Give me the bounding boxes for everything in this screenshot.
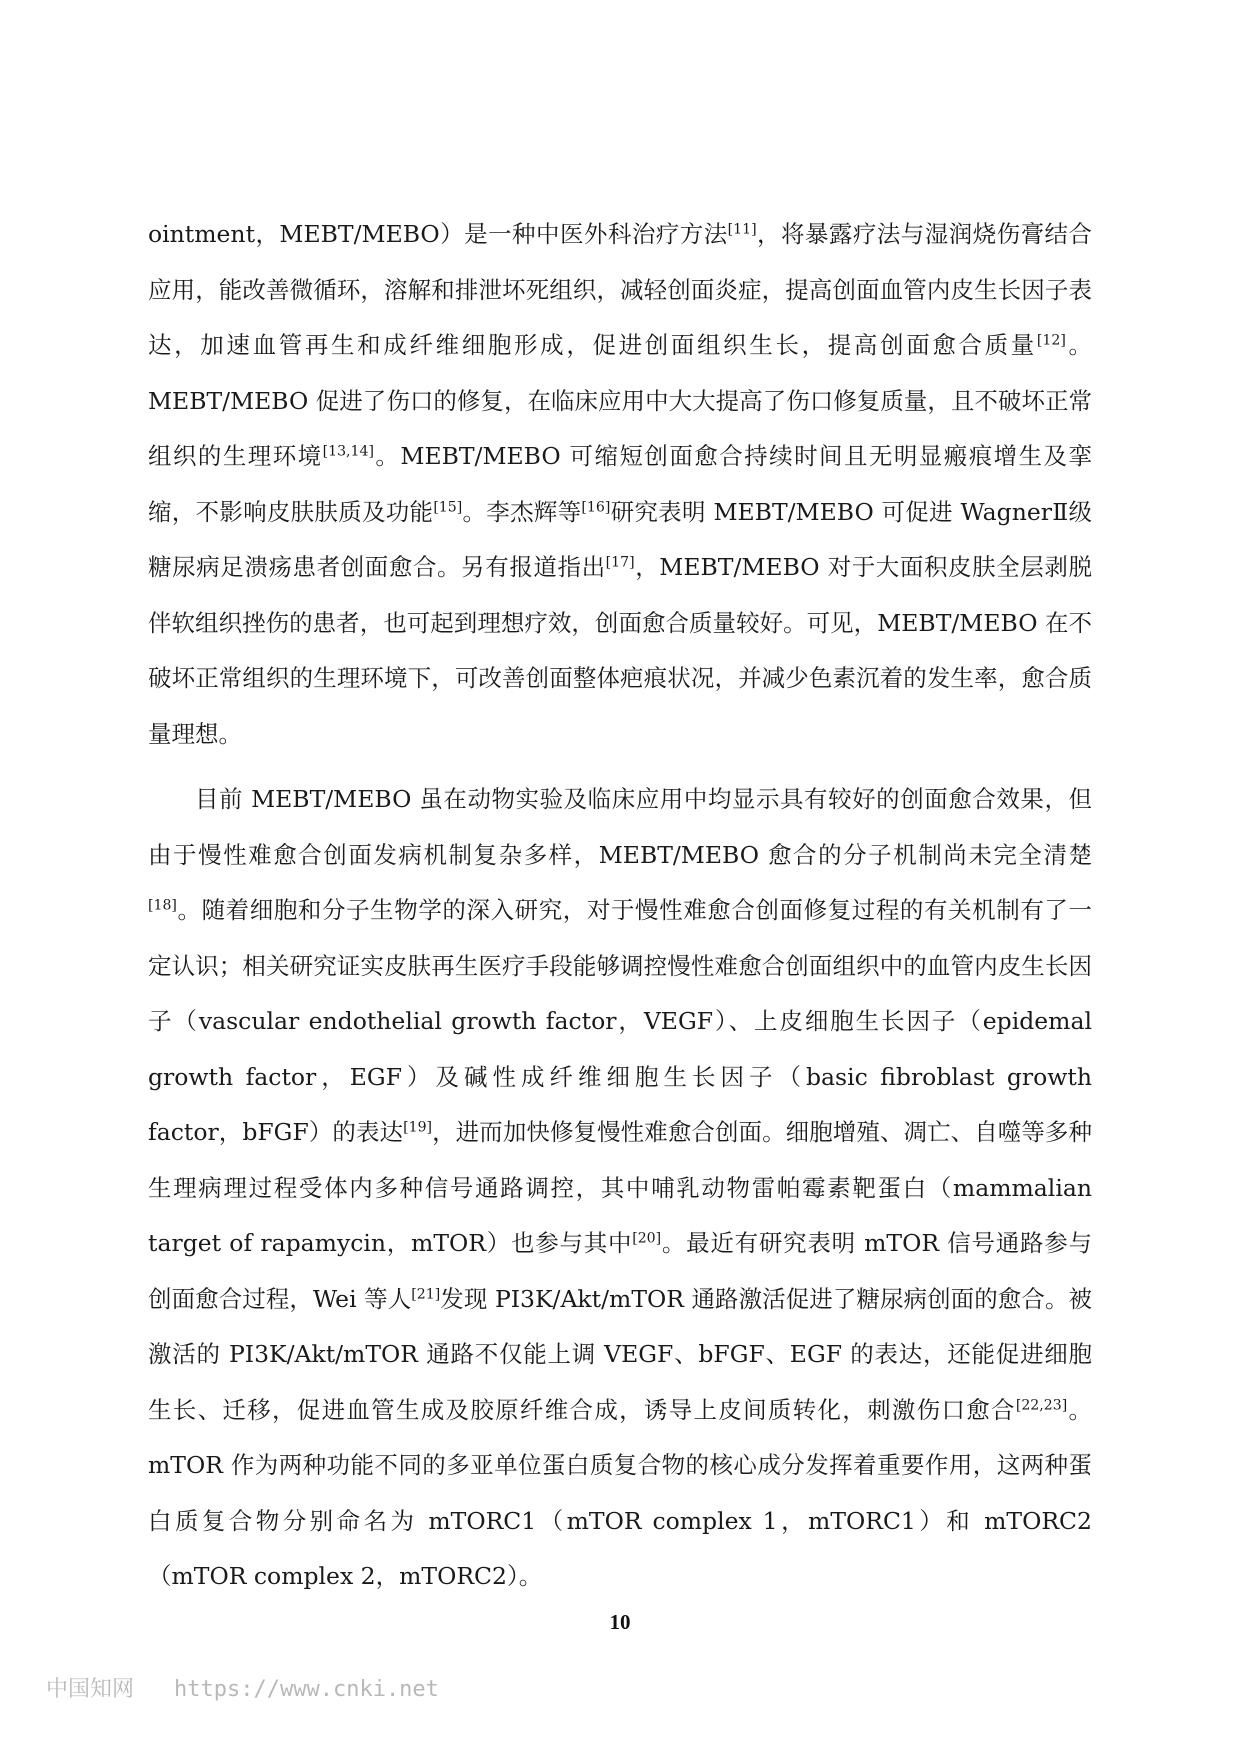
citation-ref: [21]	[411, 1286, 441, 1303]
text-run: ，将暴露疗法与湿润烧伤膏结合应用，能改善微循环，溶解和排泄坏死组织，减轻创面炎症，提高创面血管内皮生长因子表达，加速血管再生和成纤维细胞形成，促进创面组织生长，提高创面愈合质量	[148, 220, 1093, 359]
text-run: 。MEBT/MEBO 促进了伤口的修复，在临床应用中大大提高了伤口修复质量，且不破坏正常组织的生理环境	[148, 331, 1093, 470]
watermark-brand: 中国知网	[46, 1677, 135, 1702]
cnki-watermark	[46, 1672, 439, 1703]
page-number: 10	[609, 1610, 631, 1634]
citation-ref: [16]	[581, 499, 611, 516]
citation-ref: [12]	[1036, 332, 1066, 349]
text-run: 目前 MEBT/MEBO 虽在动物实验及临床应用中均显示具有较好的创面愈合效果，但由于慢性难愈合创面发病机制复杂多样，MEBT/MEBO 愈合的分子机制尚未完全清楚	[148, 785, 1092, 869]
citation-ref: [13,14]	[322, 443, 374, 460]
text-run: 研究表明 MEBT/MEBO 可促进 WagnerⅡ级糖尿病足溃疡患者创面愈合。另有报道指出	[148, 497, 1093, 581]
text-run: ointment，MEBT/MEBO）是一种中医外科治疗方法	[148, 220, 728, 248]
citation-ref: [17]	[605, 554, 635, 571]
body-text	[148, 207, 1092, 1605]
watermark-url: https://www.cnki.net	[174, 1677, 439, 1702]
text-run: 。mTOR 作为两种功能不同的多亚单位蛋白质复合物的核心成分发挥着重要作用，这两种蛋白质复合物分别命名为 mTORC1（mTOR complex 1，mTORC1）和 mTORC2（mTOR complex 2，mTORC2）。	[148, 1395, 1092, 1590]
citation-ref: [22,23]	[1015, 1397, 1068, 1414]
text-run: 。随着细胞和分子生物学的深入研究，对于慢性难愈合创面修复过程的有关机制有了一定认识；相关研究证实皮肤再生医疗手段能够调控慢性难愈合创面组织中的血管内皮生长因子（vascular endothelial growth factor，VEGF）、上皮细胞生长因子（epidemal growth factor，EGF）及碱性成纤维细胞生长因子（basic fibroblast growth factor，bFGF）的表达	[148, 896, 1092, 1146]
citation-ref: [11]	[727, 221, 757, 238]
text-run: 。最近有研究表明 mTOR 信号通路参与创面愈合过程，Wei 等人	[148, 1229, 1092, 1313]
citation-ref: [15]	[433, 499, 463, 516]
text-run: 。李杰辉等	[462, 497, 582, 526]
citation-ref: [19]	[403, 1119, 433, 1136]
citation-ref: [18]	[148, 897, 177, 914]
citation-ref: [20]	[632, 1230, 662, 1247]
paragraph	[148, 207, 1092, 762]
text-run: 。MEBT/MEBO 可缩短创面愈合持续时间且无明显瘢痕增生及挛缩，不影响皮肤肤质及功能	[148, 442, 1092, 526]
text-run: 发现 PI3K/Akt/mTOR 通路激活促进了糖尿病创面的愈合。被激活的 PI3K/Akt/mTOR 通路不仅能上调 VEGF、bFGF、EGF 的表达，还能促进细胞生长、迁移，促进血管生成及胶原纤维合成，诱导上皮间质转化，刺激伤口愈合	[148, 1284, 1093, 1424]
text-run: ，MEBT/MEBO 对于大面积皮肤全层剥脱伴软组织挫伤的患者，也可起到理想疗效，创面愈合质量较好。可见，MEBT/MEBO 在不破坏正常组织的生理环境下，可改善创面整体疤痕状况，并减少色素沉着的发生率，愈合质量理想。	[148, 553, 1092, 748]
paragraph	[148, 772, 1092, 1605]
text-run: ，进而加快修复慢性难愈合创面。细胞增殖、凋亡、自噬等多种生理病理过程受体内多种信号通路调控，其中哺乳动物雷帕霉素靶蛋白（mammalian target of rapamycin，mTOR）也参与其中	[148, 1118, 1092, 1257]
